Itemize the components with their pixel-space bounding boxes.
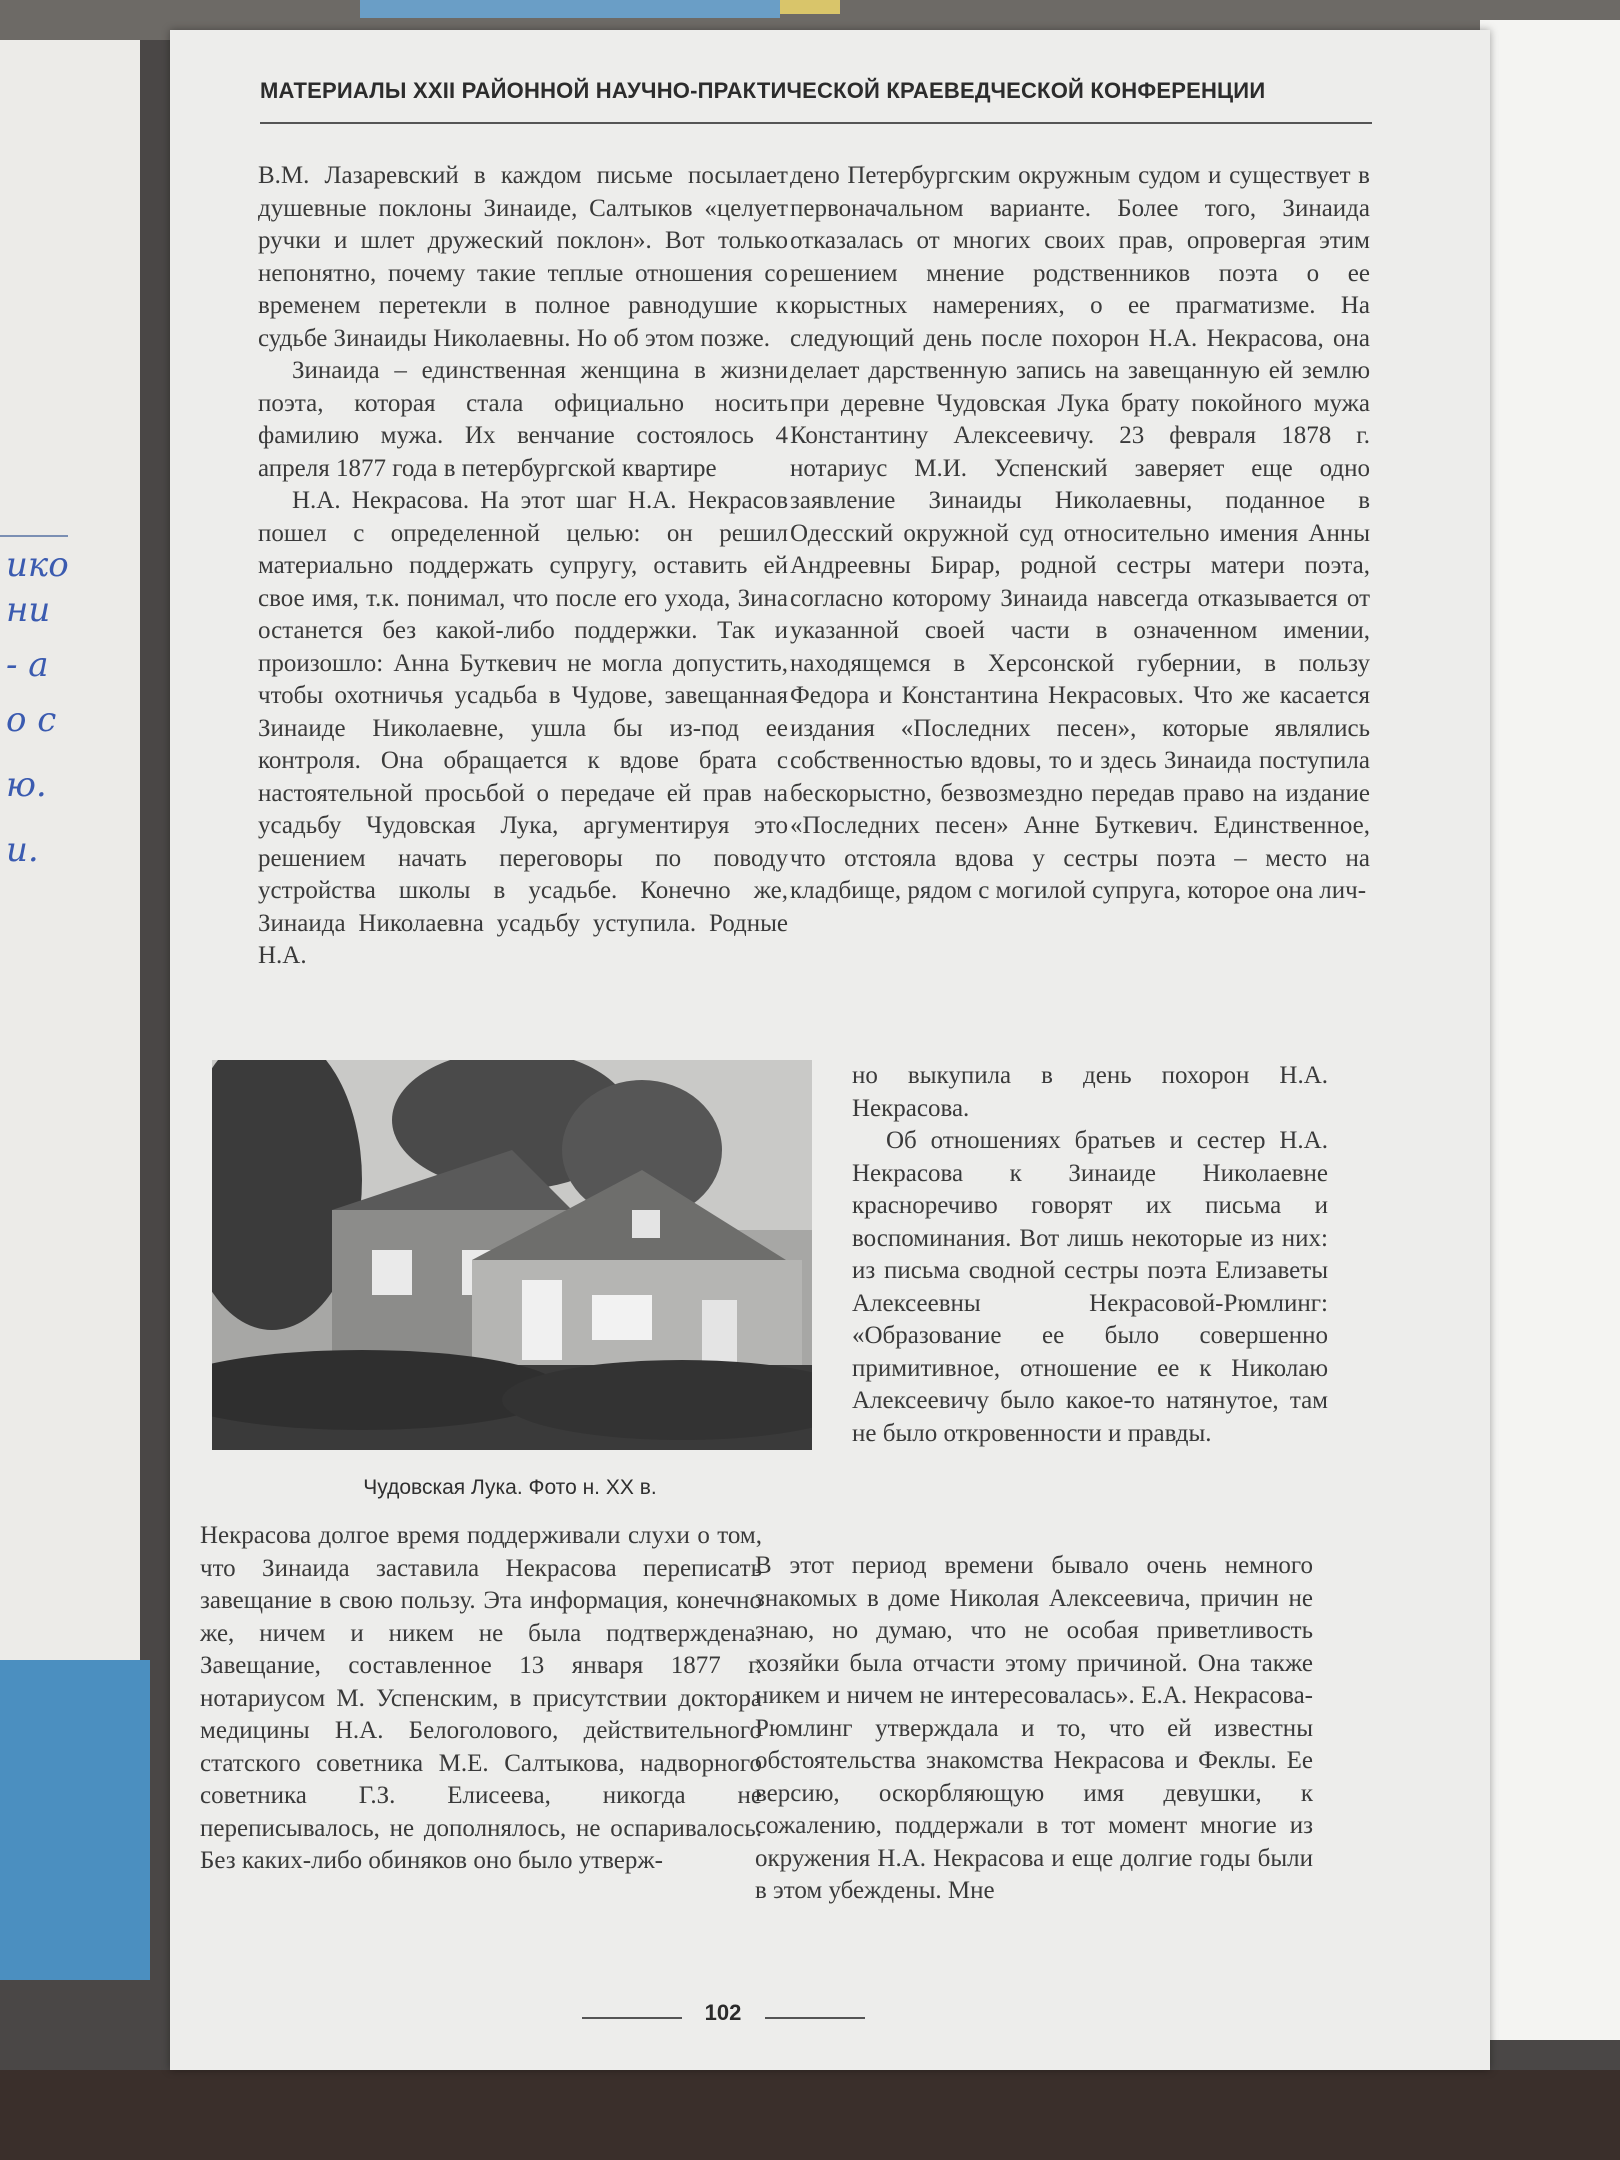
paragraph: но выкупила в день похорон Н.А. Некрасова. bbox=[852, 1062, 1328, 1122]
handwritten-note: ю. bbox=[6, 765, 47, 805]
handwritten-note: ни bbox=[6, 590, 51, 630]
paragraph: дено Петербургским окружным судом и существует в первоначальном варианте. Более того, Зинаида отказалась от многих своих прав, опровергая этим решением мнение родственников поэта о ее корыстных намерениях, о ее прагматизме. На следующий день после похорон Н.А. Некрасова, она делает дарственную запись на завещанную ей землю при деревне Чудовская Лука брату покойного мужа Константину Алексеевичу. 23 февраля 1878 г. нотариус М.И. Успенский заверяет еще одно заявление Зинаиды Николаевны, поданное в Одесский окружной суд относительно имения Анны Андреевны Бирар, родной сестры матери поэта, согласно которому Зинаида навсегда отказывается от указанной своей части в означенном имении, находящемся в Херсонской губернии, в пользу Федора и Константина Некрасовых. Что же касается издания «Последних песен», которые являлись собственностью вдовы, то и здесь Зинаида поступила бескорыстно, безвозмездно передав право на издание «Последних песен» Анне Буткевич. Единственное, что отстояла вдова у сестры поэта – место на кладбище, рядом с могилой супруга, которое она лич- bbox=[790, 162, 1370, 904]
paragraph: Зинаида – единственная женщина в жизни поэта, которая стала официально носить фамилию мужа. Их венчание состоялось 4 апреля 1877 года в петербургской квартире bbox=[258, 357, 788, 482]
table-surface bbox=[0, 2070, 1620, 2160]
column-right-top bbox=[790, 160, 1370, 908]
page-number-rule-left bbox=[582, 2017, 682, 2019]
paragraph: Об отношениях братьев и сестер Н.А. Некрасова к Зинаиде Николаевне красноречиво говорят их письма и воспоминания. Вот лишь некоторые из них: из письма сводной сестры поэта Елизаветы Алексеевны Некрасовой-Рюмлинг: «Образование ее было совершенно примитивное, отношение ее к Николаю Алексеевичу было какое-то натянутое, там не было откровенности и правды. bbox=[852, 1127, 1328, 1447]
page-number-rule-right bbox=[765, 2017, 865, 2019]
handwritten-note: ико bbox=[6, 545, 69, 585]
header-rule bbox=[260, 122, 1372, 124]
paragraph: Некрасова долгое время поддерживали слухи о том, что Зинаида заставила Некрасова переписать завещание в свою пользу. Эта информация, конечно же, ничем и никем не была подтверждена. Завещание, составленное 13 января 1877 г. нотариусом М. Успенским, в присутствии доктора медицины Н.А. Белоголового, действительного статского советника М.Е. Салтыкова, надворного советника Г.З. Елисеева, никогда не переписывалось, не дополнялось, не оспаривалось. Без каких-либо обиняков оно было утверж- bbox=[200, 1522, 762, 1874]
column-right-bottom bbox=[755, 1550, 1313, 1908]
column-left-top bbox=[258, 160, 788, 973]
handwritten-note: - а bbox=[6, 645, 49, 685]
house-photo-image bbox=[212, 1060, 812, 1450]
photo-caption: Чудовская Лука. Фото н. XX в. bbox=[363, 1476, 657, 1499]
paragraph: Н.А. Некрасова. На этот шаг Н.А. Некрасов пошел с определенной целью: он решил материально поддержать супругу, оставить ей свое имя, т.к. понимал, что после его ухода, Зина останется без какой-либо поддержки. Так и произошло: Анна Буткевич не могла допустить, чтобы охотничья усадьба в Чудове, завещанная Зинаиде Николаевне, ушла бы из-под ее контроля. Она обращается к вдове брата с настоятельной просьбой о передаче ей прав на усадьбу Чудовская Лука, аргументируя это решением начать переговоры по поводу устройства школы в усадьбе. Конечно же, Зинаида Николаевна усадьбу уступила. Родные Н.А. bbox=[258, 487, 788, 969]
book-page bbox=[170, 30, 1490, 2070]
notebook-line bbox=[0, 535, 68, 537]
column-right-middle bbox=[852, 1060, 1328, 1450]
book-cover-edge bbox=[360, 0, 780, 18]
adjacent-page bbox=[1480, 20, 1620, 2040]
blue-folder bbox=[0, 1660, 150, 1980]
book-cover-edge bbox=[780, 0, 840, 14]
paragraph: В.М. Лазаревский в каждом письме посылает душевные поклоны Зинаиде, Салтыков «целует ручки и шлет дружеский поклон». Вот только непонятно, почему такие теплые отношения со временем перетекли в полное равнодушие к судьбе Зинаиды Николаевны. Но об этом позже. bbox=[258, 162, 788, 352]
paragraph: В этот период времени бывало очень немного знакомых в доме Николая Алексеевича, причин не знаю, но думаю, что не особая приветливость хозяйки была отчасти этому причиной. Она также никем и ничем не интересовалась». Е.А. Некрасова-Рюмлинг утверждала и то, что ей известны обстоятельства знакомства Некрасова и Феклы. Ее версию, оскорбляющую имя девушки, к сожалению, поддержали в тот момент многие из окружения Н.А. Некрасова и еще долгие годы были в этом убеждены. Мне bbox=[755, 1552, 1313, 1904]
page-number: 102 bbox=[704, 2000, 742, 2025]
handwritten-note: о с bbox=[6, 700, 57, 740]
handwritten-note: и. bbox=[6, 830, 39, 870]
house-photo bbox=[212, 1060, 812, 1450]
column-left-bottom bbox=[200, 1520, 762, 1878]
running-header: МАТЕРИАЛЫ XXII РАЙОННОЙ НАУЧНО-ПРАКТИЧЕСКОЙ КРАЕВЕДЧЕСКОЙ КОНФЕРЕНЦИИ bbox=[260, 78, 1266, 103]
